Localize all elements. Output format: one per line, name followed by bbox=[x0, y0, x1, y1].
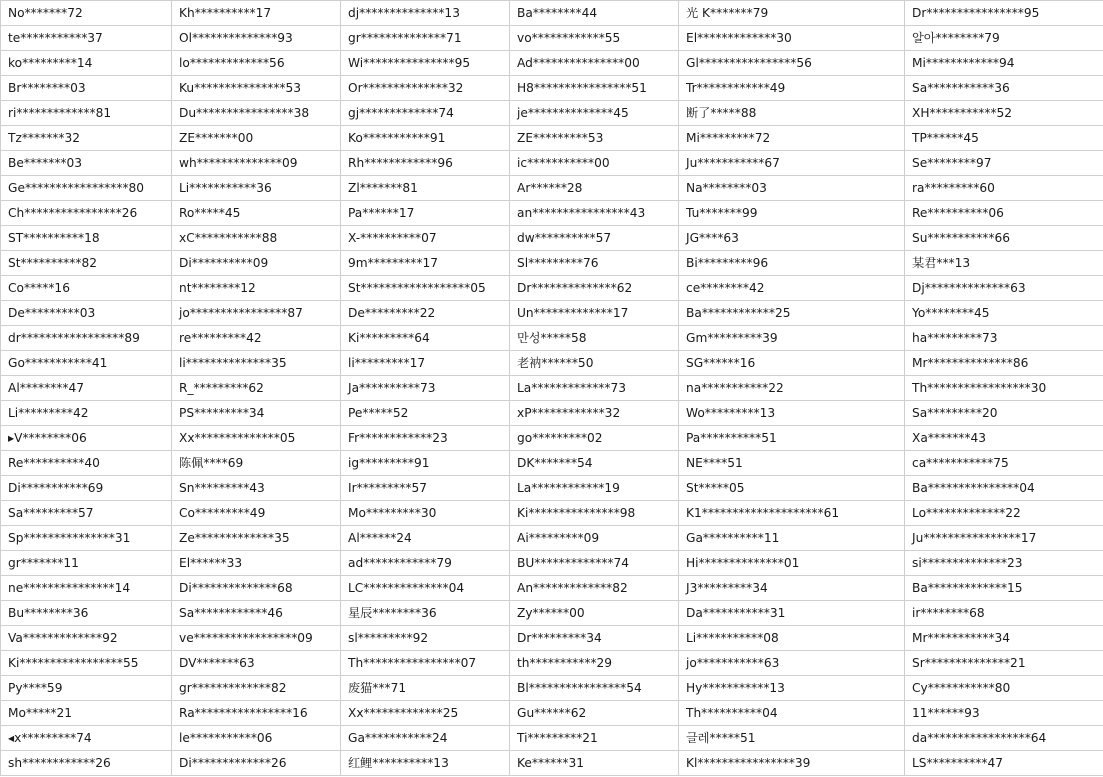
table-cell[interactable]: XH***********52 bbox=[905, 101, 1103, 126]
table-cell[interactable]: X-**********07 bbox=[341, 226, 510, 251]
table-row bbox=[1, 51, 1103, 76]
table-cell[interactable]: le***********06 bbox=[172, 726, 341, 751]
table-row bbox=[1, 301, 1103, 326]
table-cell[interactable]: St*****05 bbox=[679, 476, 905, 501]
table-cell[interactable]: 알아********79 bbox=[905, 26, 1103, 51]
table-cell[interactable]: Mo*********30 bbox=[341, 501, 510, 526]
table-cell[interactable]: dw**********57 bbox=[510, 226, 679, 251]
table-row bbox=[1, 376, 1103, 401]
table-cell[interactable]: Li*********42 bbox=[1, 401, 172, 426]
table-row bbox=[1, 201, 1103, 226]
table-cell[interactable]: Sa*********20 bbox=[905, 401, 1103, 426]
table-cell[interactable]: Tu*******99 bbox=[679, 201, 905, 226]
table-cell[interactable]: DV*******63 bbox=[172, 651, 341, 676]
table-cell[interactable]: DK*******54 bbox=[510, 451, 679, 476]
table-cell[interactable]: Kh**********17 bbox=[172, 1, 341, 26]
table-cell[interactable]: Ba********44 bbox=[510, 1, 679, 26]
table-cell[interactable]: ZE*******00 bbox=[172, 126, 341, 151]
table-cell[interactable]: Go***********41 bbox=[1, 351, 172, 376]
table-cell[interactable]: Ad***************00 bbox=[510, 51, 679, 76]
table-cell[interactable]: ◂x*********74 bbox=[1, 726, 172, 751]
table-row bbox=[1, 576, 1103, 601]
table-cell[interactable]: Ko***********91 bbox=[341, 126, 510, 151]
table-cell[interactable]: ca***********75 bbox=[905, 451, 1103, 476]
table-row bbox=[1, 451, 1103, 476]
table-cell[interactable]: Tz*******32 bbox=[1, 126, 172, 151]
table-row bbox=[1, 101, 1103, 126]
table-cell[interactable]: Ir*********57 bbox=[341, 476, 510, 501]
table-cell[interactable]: Wo*********13 bbox=[679, 401, 905, 426]
table-cell[interactable]: 某君***13 bbox=[905, 251, 1103, 276]
table-cell[interactable]: th***********29 bbox=[510, 651, 679, 676]
table-cell[interactable]: go*********02 bbox=[510, 426, 679, 451]
table-cell[interactable]: Bl****************54 bbox=[510, 676, 679, 701]
table-cell[interactable]: Se********97 bbox=[905, 151, 1103, 176]
table-cell[interactable]: Di*************26 bbox=[172, 751, 341, 776]
table-cell[interactable]: Ba*************15 bbox=[905, 576, 1103, 601]
table-cell[interactable]: Rh************96 bbox=[341, 151, 510, 176]
table-cell[interactable]: Ju***********67 bbox=[679, 151, 905, 176]
table-cell[interactable]: Ju****************17 bbox=[905, 526, 1103, 551]
table-cell[interactable]: Su***********66 bbox=[905, 226, 1103, 251]
table-cell[interactable]: Bu********36 bbox=[1, 601, 172, 626]
table-cell[interactable]: ko*********14 bbox=[1, 51, 172, 76]
table-cell[interactable]: Sa***********36 bbox=[905, 76, 1103, 101]
table-cell[interactable]: Mo*****21 bbox=[1, 701, 172, 726]
table-cell[interactable]: BU*************74 bbox=[510, 551, 679, 576]
table-row bbox=[1, 476, 1103, 501]
table-row bbox=[1, 676, 1103, 701]
table-cell[interactable]: An*************82 bbox=[510, 576, 679, 601]
table-cell[interactable]: H8****************51 bbox=[510, 76, 679, 101]
table-cell[interactable]: xP************32 bbox=[510, 401, 679, 426]
table-cell[interactable]: 9m*********17 bbox=[341, 251, 510, 276]
table-cell[interactable]: Ja**********73 bbox=[341, 376, 510, 401]
table-cell[interactable]: Yo********45 bbox=[905, 301, 1103, 326]
table-cell[interactable]: 断了*****88 bbox=[679, 101, 905, 126]
table-cell[interactable]: Wi***************95 bbox=[341, 51, 510, 76]
table-cell[interactable]: wh**************09 bbox=[172, 151, 341, 176]
table-row bbox=[1, 426, 1103, 451]
table-row bbox=[1, 526, 1103, 551]
table-cell[interactable]: Sn*********43 bbox=[172, 476, 341, 501]
table-cell[interactable]: Va*************92 bbox=[1, 626, 172, 651]
table-row bbox=[1, 751, 1103, 776]
table-cell[interactable]: da*****************64 bbox=[905, 726, 1103, 751]
table-cell[interactable]: Di**********09 bbox=[172, 251, 341, 276]
table-cell[interactable]: Re**********06 bbox=[905, 201, 1103, 226]
table-cell[interactable]: Sl*********76 bbox=[510, 251, 679, 276]
table-cell[interactable]: gr*******11 bbox=[1, 551, 172, 576]
table-row bbox=[1, 26, 1103, 51]
table-cell[interactable]: El*************30 bbox=[679, 26, 905, 51]
table-cell[interactable]: xC***********88 bbox=[172, 226, 341, 251]
table-cell[interactable]: Gl****************56 bbox=[679, 51, 905, 76]
table-cell[interactable]: Ai*********09 bbox=[510, 526, 679, 551]
table-cell[interactable]: je**************45 bbox=[510, 101, 679, 126]
table-cell[interactable]: ig*********91 bbox=[341, 451, 510, 476]
table-cell[interactable]: lo*************56 bbox=[172, 51, 341, 76]
table-cell[interactable]: Ba***************04 bbox=[905, 476, 1103, 501]
table-cell[interactable]: nt********12 bbox=[172, 276, 341, 301]
table-row bbox=[1, 176, 1103, 201]
table-cell[interactable]: Di***********69 bbox=[1, 476, 172, 501]
table-cell[interactable]: JG****63 bbox=[679, 226, 905, 251]
table-cell[interactable]: Na********03 bbox=[679, 176, 905, 201]
table-cell[interactable]: Tr************49 bbox=[679, 76, 905, 101]
table-cell[interactable]: 陈佩****69 bbox=[172, 451, 341, 476]
table-cell[interactable]: ic***********00 bbox=[510, 151, 679, 176]
table-row bbox=[1, 551, 1103, 576]
table-row bbox=[1, 251, 1103, 276]
table-cell[interactable]: Li***********36 bbox=[172, 176, 341, 201]
table-cell[interactable]: Mi************94 bbox=[905, 51, 1103, 76]
table-row bbox=[1, 401, 1103, 426]
table-cell[interactable]: dj**************13 bbox=[341, 1, 510, 26]
table-cell[interactable]: K1********************61 bbox=[679, 501, 905, 526]
table-cell[interactable]: LC**************04 bbox=[341, 576, 510, 601]
table-cell[interactable]: Th****************07 bbox=[341, 651, 510, 676]
table-cell[interactable]: Fr************23 bbox=[341, 426, 510, 451]
table-cell[interactable]: ha*********73 bbox=[905, 326, 1103, 351]
table-cell[interactable]: Co*****16 bbox=[1, 276, 172, 301]
table-cell[interactable]: Ch****************26 bbox=[1, 201, 172, 226]
table-cell[interactable]: La*************73 bbox=[510, 376, 679, 401]
table-cell[interactable]: Ol**************93 bbox=[172, 26, 341, 51]
table-cell[interactable]: Ga***********24 bbox=[341, 726, 510, 751]
table-cell[interactable]: Ki***************98 bbox=[510, 501, 679, 526]
table-row bbox=[1, 726, 1103, 751]
table-cell[interactable]: R_*********62 bbox=[172, 376, 341, 401]
table-cell[interactable]: ri*************81 bbox=[1, 101, 172, 126]
table-cell[interactable]: te***********37 bbox=[1, 26, 172, 51]
table-cell[interactable]: Hy***********13 bbox=[679, 676, 905, 701]
table-cell[interactable]: Sa*********57 bbox=[1, 501, 172, 526]
table-cell[interactable]: Al******24 bbox=[341, 526, 510, 551]
table-cell[interactable]: Ar******28 bbox=[510, 176, 679, 201]
table-row bbox=[1, 626, 1103, 651]
table-cell[interactable]: Sa************46 bbox=[172, 601, 341, 626]
table-cell[interactable]: li*********17 bbox=[341, 351, 510, 376]
table-cell[interactable]: De*********22 bbox=[341, 301, 510, 326]
table-cell[interactable]: Dj**************63 bbox=[905, 276, 1103, 301]
table-cell[interactable]: Ra****************16 bbox=[172, 701, 341, 726]
table-cell[interactable]: Be*******03 bbox=[1, 151, 172, 176]
table-cell[interactable]: Li***********08 bbox=[679, 626, 905, 651]
table-cell[interactable]: PS*********34 bbox=[172, 401, 341, 426]
table-cell[interactable]: Sp***************31 bbox=[1, 526, 172, 551]
table-cell[interactable]: Gm*********39 bbox=[679, 326, 905, 351]
table-cell[interactable]: Ku***************53 bbox=[172, 76, 341, 101]
table-cell[interactable]: Pa******17 bbox=[341, 201, 510, 226]
table-row bbox=[1, 651, 1103, 676]
table-cell[interactable]: na***********22 bbox=[679, 376, 905, 401]
table-cell[interactable]: Un*************17 bbox=[510, 301, 679, 326]
table-cell[interactable]: Xa*******43 bbox=[905, 426, 1103, 451]
table-cell[interactable]: dr*****************89 bbox=[1, 326, 172, 351]
table-cell[interactable]: sh************26 bbox=[1, 751, 172, 776]
table-row bbox=[1, 351, 1103, 376]
table-cell[interactable]: El******33 bbox=[172, 551, 341, 576]
table-cell[interactable]: Ki*********64 bbox=[341, 326, 510, 351]
table-cell[interactable]: Ki*****************55 bbox=[1, 651, 172, 676]
table-cell[interactable]: Dr**************62 bbox=[510, 276, 679, 301]
table-cell[interactable]: Zl*******81 bbox=[341, 176, 510, 201]
table-cell[interactable]: NE****51 bbox=[679, 451, 905, 476]
table-cell[interactable]: 11******93 bbox=[905, 701, 1103, 726]
table-cell[interactable]: Lo*************22 bbox=[905, 501, 1103, 526]
table-cell[interactable]: ▸V********06 bbox=[1, 426, 172, 451]
table-cell[interactable]: ST**********18 bbox=[1, 226, 172, 251]
table-cell[interactable]: Th*****************30 bbox=[905, 376, 1103, 401]
table-cell[interactable]: Ze*************35 bbox=[172, 526, 341, 551]
table-cell[interactable]: Da***********31 bbox=[679, 601, 905, 626]
table-row bbox=[1, 1, 1103, 26]
table-cell[interactable]: St**********82 bbox=[1, 251, 172, 276]
table-cell[interactable]: Ge*****************80 bbox=[1, 176, 172, 201]
table-cell[interactable]: 废猫***71 bbox=[341, 676, 510, 701]
table-cell[interactable]: si**************23 bbox=[905, 551, 1103, 576]
table-cell[interactable]: Mi*********72 bbox=[679, 126, 905, 151]
table-cell[interactable]: ra*********60 bbox=[905, 176, 1103, 201]
table-cell[interactable]: re*********42 bbox=[172, 326, 341, 351]
table-body bbox=[1, 1, 1103, 776]
table-cell[interactable]: LS**********47 bbox=[905, 751, 1103, 776]
table-cell[interactable]: TP******45 bbox=[905, 126, 1103, 151]
table-row bbox=[1, 226, 1103, 251]
table-row bbox=[1, 126, 1103, 151]
table-row bbox=[1, 276, 1103, 301]
table-cell[interactable]: No*******72 bbox=[1, 1, 172, 26]
table-cell[interactable]: Th**********04 bbox=[679, 701, 905, 726]
table-cell[interactable]: Pa**********51 bbox=[679, 426, 905, 451]
table-cell[interactable]: St******************05 bbox=[341, 276, 510, 301]
table-cell[interactable]: Cy***********80 bbox=[905, 676, 1103, 701]
table-cell[interactable]: Re**********40 bbox=[1, 451, 172, 476]
table-row bbox=[1, 501, 1103, 526]
table-cell[interactable]: 글레*****51 bbox=[679, 726, 905, 751]
table-cell[interactable]: SG******16 bbox=[679, 351, 905, 376]
table-cell[interactable]: J3*********34 bbox=[679, 576, 905, 601]
table-cell[interactable]: jo***********63 bbox=[679, 651, 905, 676]
table-cell[interactable]: Mr***********34 bbox=[905, 626, 1103, 651]
table-cell[interactable]: Du****************38 bbox=[172, 101, 341, 126]
table-cell[interactable]: Py****59 bbox=[1, 676, 172, 701]
table-cell[interactable]: Br********03 bbox=[1, 76, 172, 101]
table-cell[interactable]: Ba************25 bbox=[679, 301, 905, 326]
table-cell[interactable]: Kl****************39 bbox=[679, 751, 905, 776]
table-cell[interactable]: ir********68 bbox=[905, 601, 1103, 626]
table-cell[interactable]: Mr**************86 bbox=[905, 351, 1103, 376]
table-cell[interactable]: ZE*********53 bbox=[510, 126, 679, 151]
table-cell[interactable]: Co*********49 bbox=[172, 501, 341, 526]
table-cell[interactable]: Pe*****52 bbox=[341, 401, 510, 426]
table-cell[interactable]: Ti*********21 bbox=[510, 726, 679, 751]
table-cell[interactable]: Gu******62 bbox=[510, 701, 679, 726]
table-cell[interactable]: Or**************32 bbox=[341, 76, 510, 101]
table-row bbox=[1, 326, 1103, 351]
table-row bbox=[1, 601, 1103, 626]
table-cell[interactable]: Dr*********34 bbox=[510, 626, 679, 651]
table-cell[interactable]: 老衲******50 bbox=[510, 351, 679, 376]
table-cell[interactable]: Ke******31 bbox=[510, 751, 679, 776]
table-row bbox=[1, 701, 1103, 726]
table-cell[interactable]: gr**************71 bbox=[341, 26, 510, 51]
table-cell[interactable]: 红鲤**********13 bbox=[341, 751, 510, 776]
table-cell[interactable]: Al********47 bbox=[1, 376, 172, 401]
table-cell[interactable]: li**************35 bbox=[172, 351, 341, 376]
table-cell[interactable]: 만성*****58 bbox=[510, 326, 679, 351]
table-cell[interactable]: ad************79 bbox=[341, 551, 510, 576]
table-cell[interactable]: Zy******00 bbox=[510, 601, 679, 626]
table-cell[interactable]: De*********03 bbox=[1, 301, 172, 326]
table-cell[interactable]: ce********42 bbox=[679, 276, 905, 301]
table-row bbox=[1, 76, 1103, 101]
table-cell[interactable]: an****************43 bbox=[510, 201, 679, 226]
table-cell[interactable]: Xx**************05 bbox=[172, 426, 341, 451]
table-cell[interactable]: Ga**********11 bbox=[679, 526, 905, 551]
table-cell[interactable]: vo************55 bbox=[510, 26, 679, 51]
table-cell[interactable]: Bi*********96 bbox=[679, 251, 905, 276]
table-cell[interactable]: Xx*************25 bbox=[341, 701, 510, 726]
table-cell[interactable]: La************19 bbox=[510, 476, 679, 501]
table-cell[interactable]: gr*************82 bbox=[172, 676, 341, 701]
table-cell[interactable]: Dr****************95 bbox=[905, 1, 1103, 26]
table-cell[interactable]: sl*********92 bbox=[341, 626, 510, 651]
table-cell[interactable]: gj*************74 bbox=[341, 101, 510, 126]
table-cell[interactable]: 光 K*******79 bbox=[679, 1, 905, 26]
table-cell[interactable]: Sr**************21 bbox=[905, 651, 1103, 676]
table-cell[interactable]: jo****************87 bbox=[172, 301, 341, 326]
table-cell[interactable]: Ro*****45 bbox=[172, 201, 341, 226]
table-cell[interactable]: Hi**************01 bbox=[679, 551, 905, 576]
table-cell[interactable]: ne***************14 bbox=[1, 576, 172, 601]
table-cell[interactable]: 星辰********36 bbox=[341, 601, 510, 626]
table-cell[interactable]: Di**************68 bbox=[172, 576, 341, 601]
table-cell[interactable]: ve*****************09 bbox=[172, 626, 341, 651]
table-row bbox=[1, 151, 1103, 176]
